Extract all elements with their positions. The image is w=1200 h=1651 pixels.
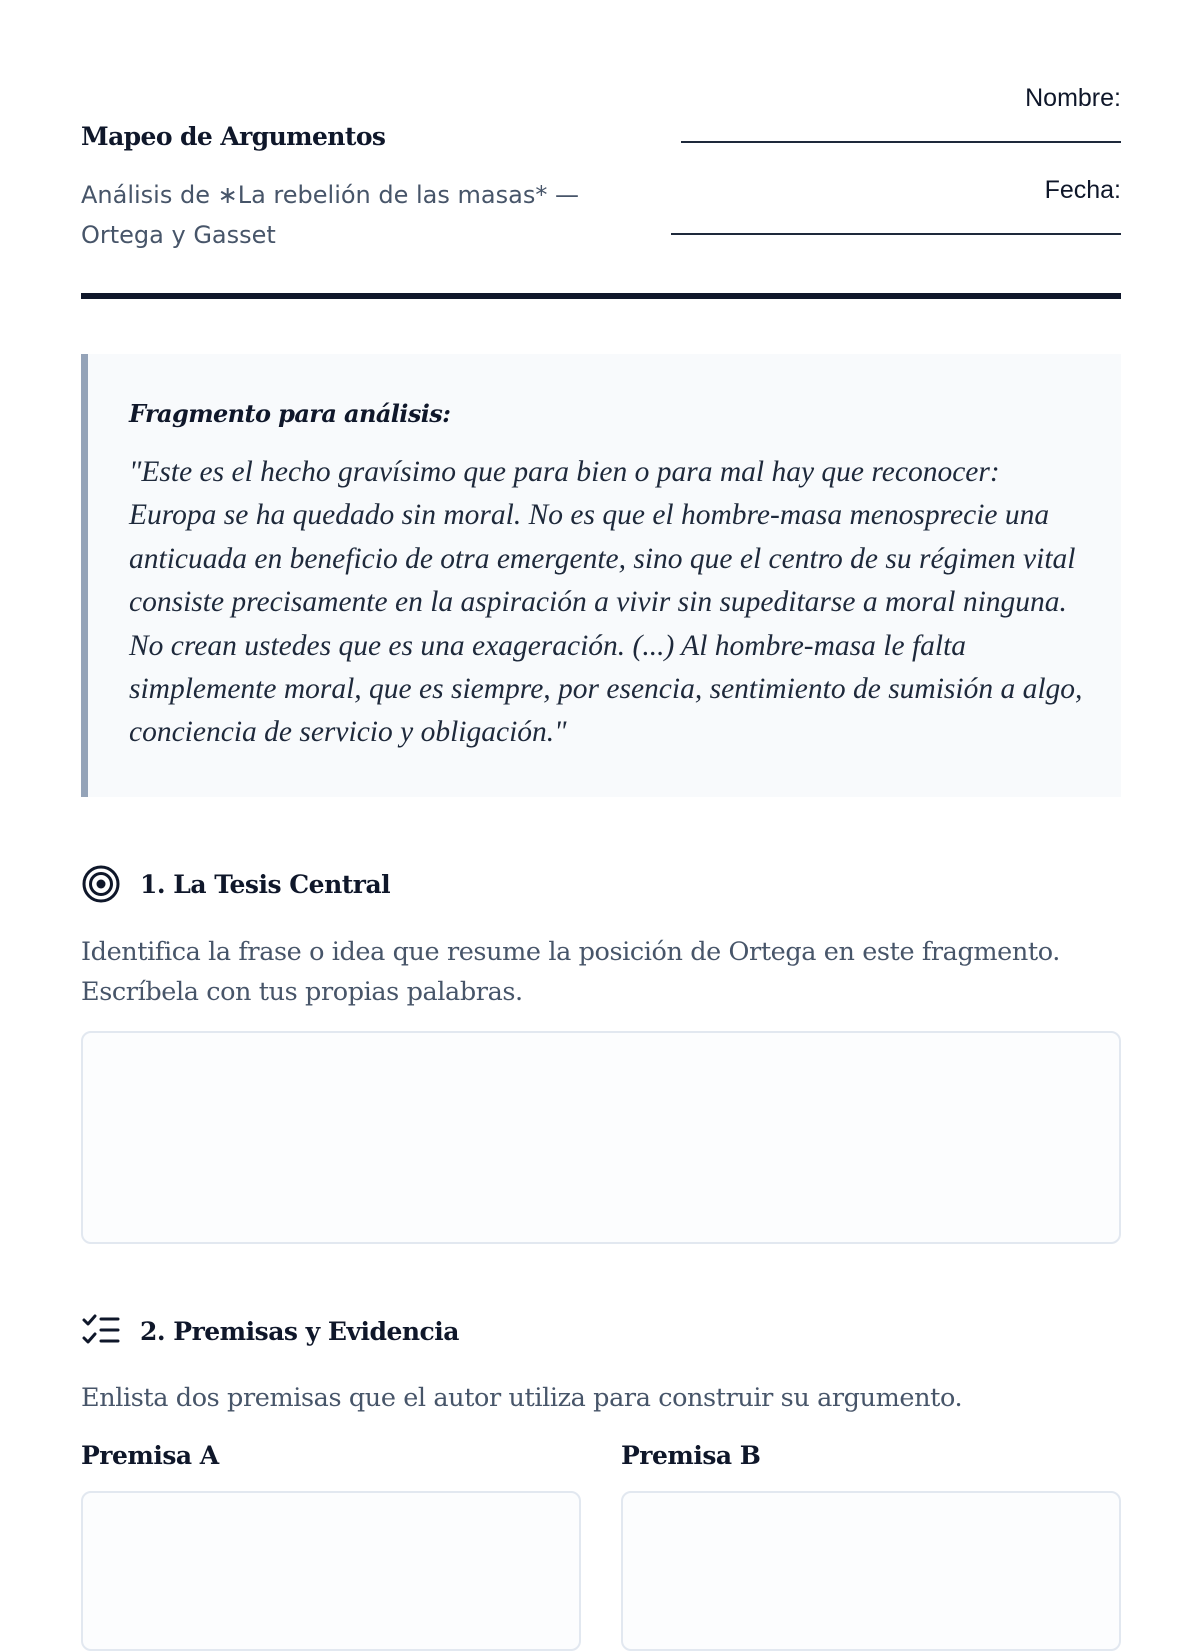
premise-b-label: Premisa B — [621, 1441, 761, 1470]
target-icon — [81, 864, 121, 904]
worksheet-page — [81, 0, 1121, 1470]
section-thesis-heading — [81, 864, 390, 904]
worksheet-title: Mapeo de Argumentos — [81, 122, 386, 151]
name-blank-line[interactable] — [681, 117, 1121, 143]
section-premises-description: Enlista dos premisas que el autor utiliza para construir su argumento. — [81, 1383, 963, 1413]
section-thesis-title: 1. La Tesis Central — [140, 869, 391, 899]
premise-b-answer-box[interactable] — [621, 1491, 1121, 1651]
name-label: Nombre: — [1025, 84, 1121, 112]
worksheet-header — [81, 0, 1121, 300]
fragment-label: Fragmento para análisis: — [129, 399, 451, 428]
name-field — [681, 84, 1121, 143]
section-premises-heading — [81, 1311, 459, 1351]
fragment-quote-text: "Este es el hecho gravísimo que para bien o para mal hay que reconocer: Europa se ha quedado sin moral. No es que el hombre-masa menosprecie una anticuada en beneficio de otra emergente, sino que el centro de su régimen vital consiste precisamente en la aspiración a vivir sin supeditarse a moral ninguna. No crean ustedes que es una exageración. (...) Al hombre-masa le falta simplemente moral, que es siempre, por esencia, sentimiento de sumisión a algo, conciencia de servicio y obligación." — [129, 456, 1083, 749]
section-thesis-description: Identifica la frase o idea que resume la posición de Ortega en este fragmento. Escríbela con tus propias palabras. — [81, 937, 1060, 1007]
date-blank-line[interactable] — [671, 209, 1121, 235]
date-label: Fecha: — [1044, 176, 1121, 204]
header-divider — [81, 293, 1121, 299]
worksheet-subtitle: Análisis de ∗La rebelión de las masas* — Ortega y Gasset — [81, 181, 579, 249]
premise-a-answer-box[interactable] — [81, 1491, 581, 1651]
fragment-quote-box — [81, 354, 1121, 797]
section-premises-title: 2. Premisas y Evidencia — [140, 1316, 459, 1346]
date-field — [671, 176, 1121, 235]
thesis-answer-box[interactable] — [81, 1031, 1121, 1244]
premise-a-label: Premisa A — [81, 1441, 219, 1470]
checklist-icon — [81, 1311, 121, 1351]
